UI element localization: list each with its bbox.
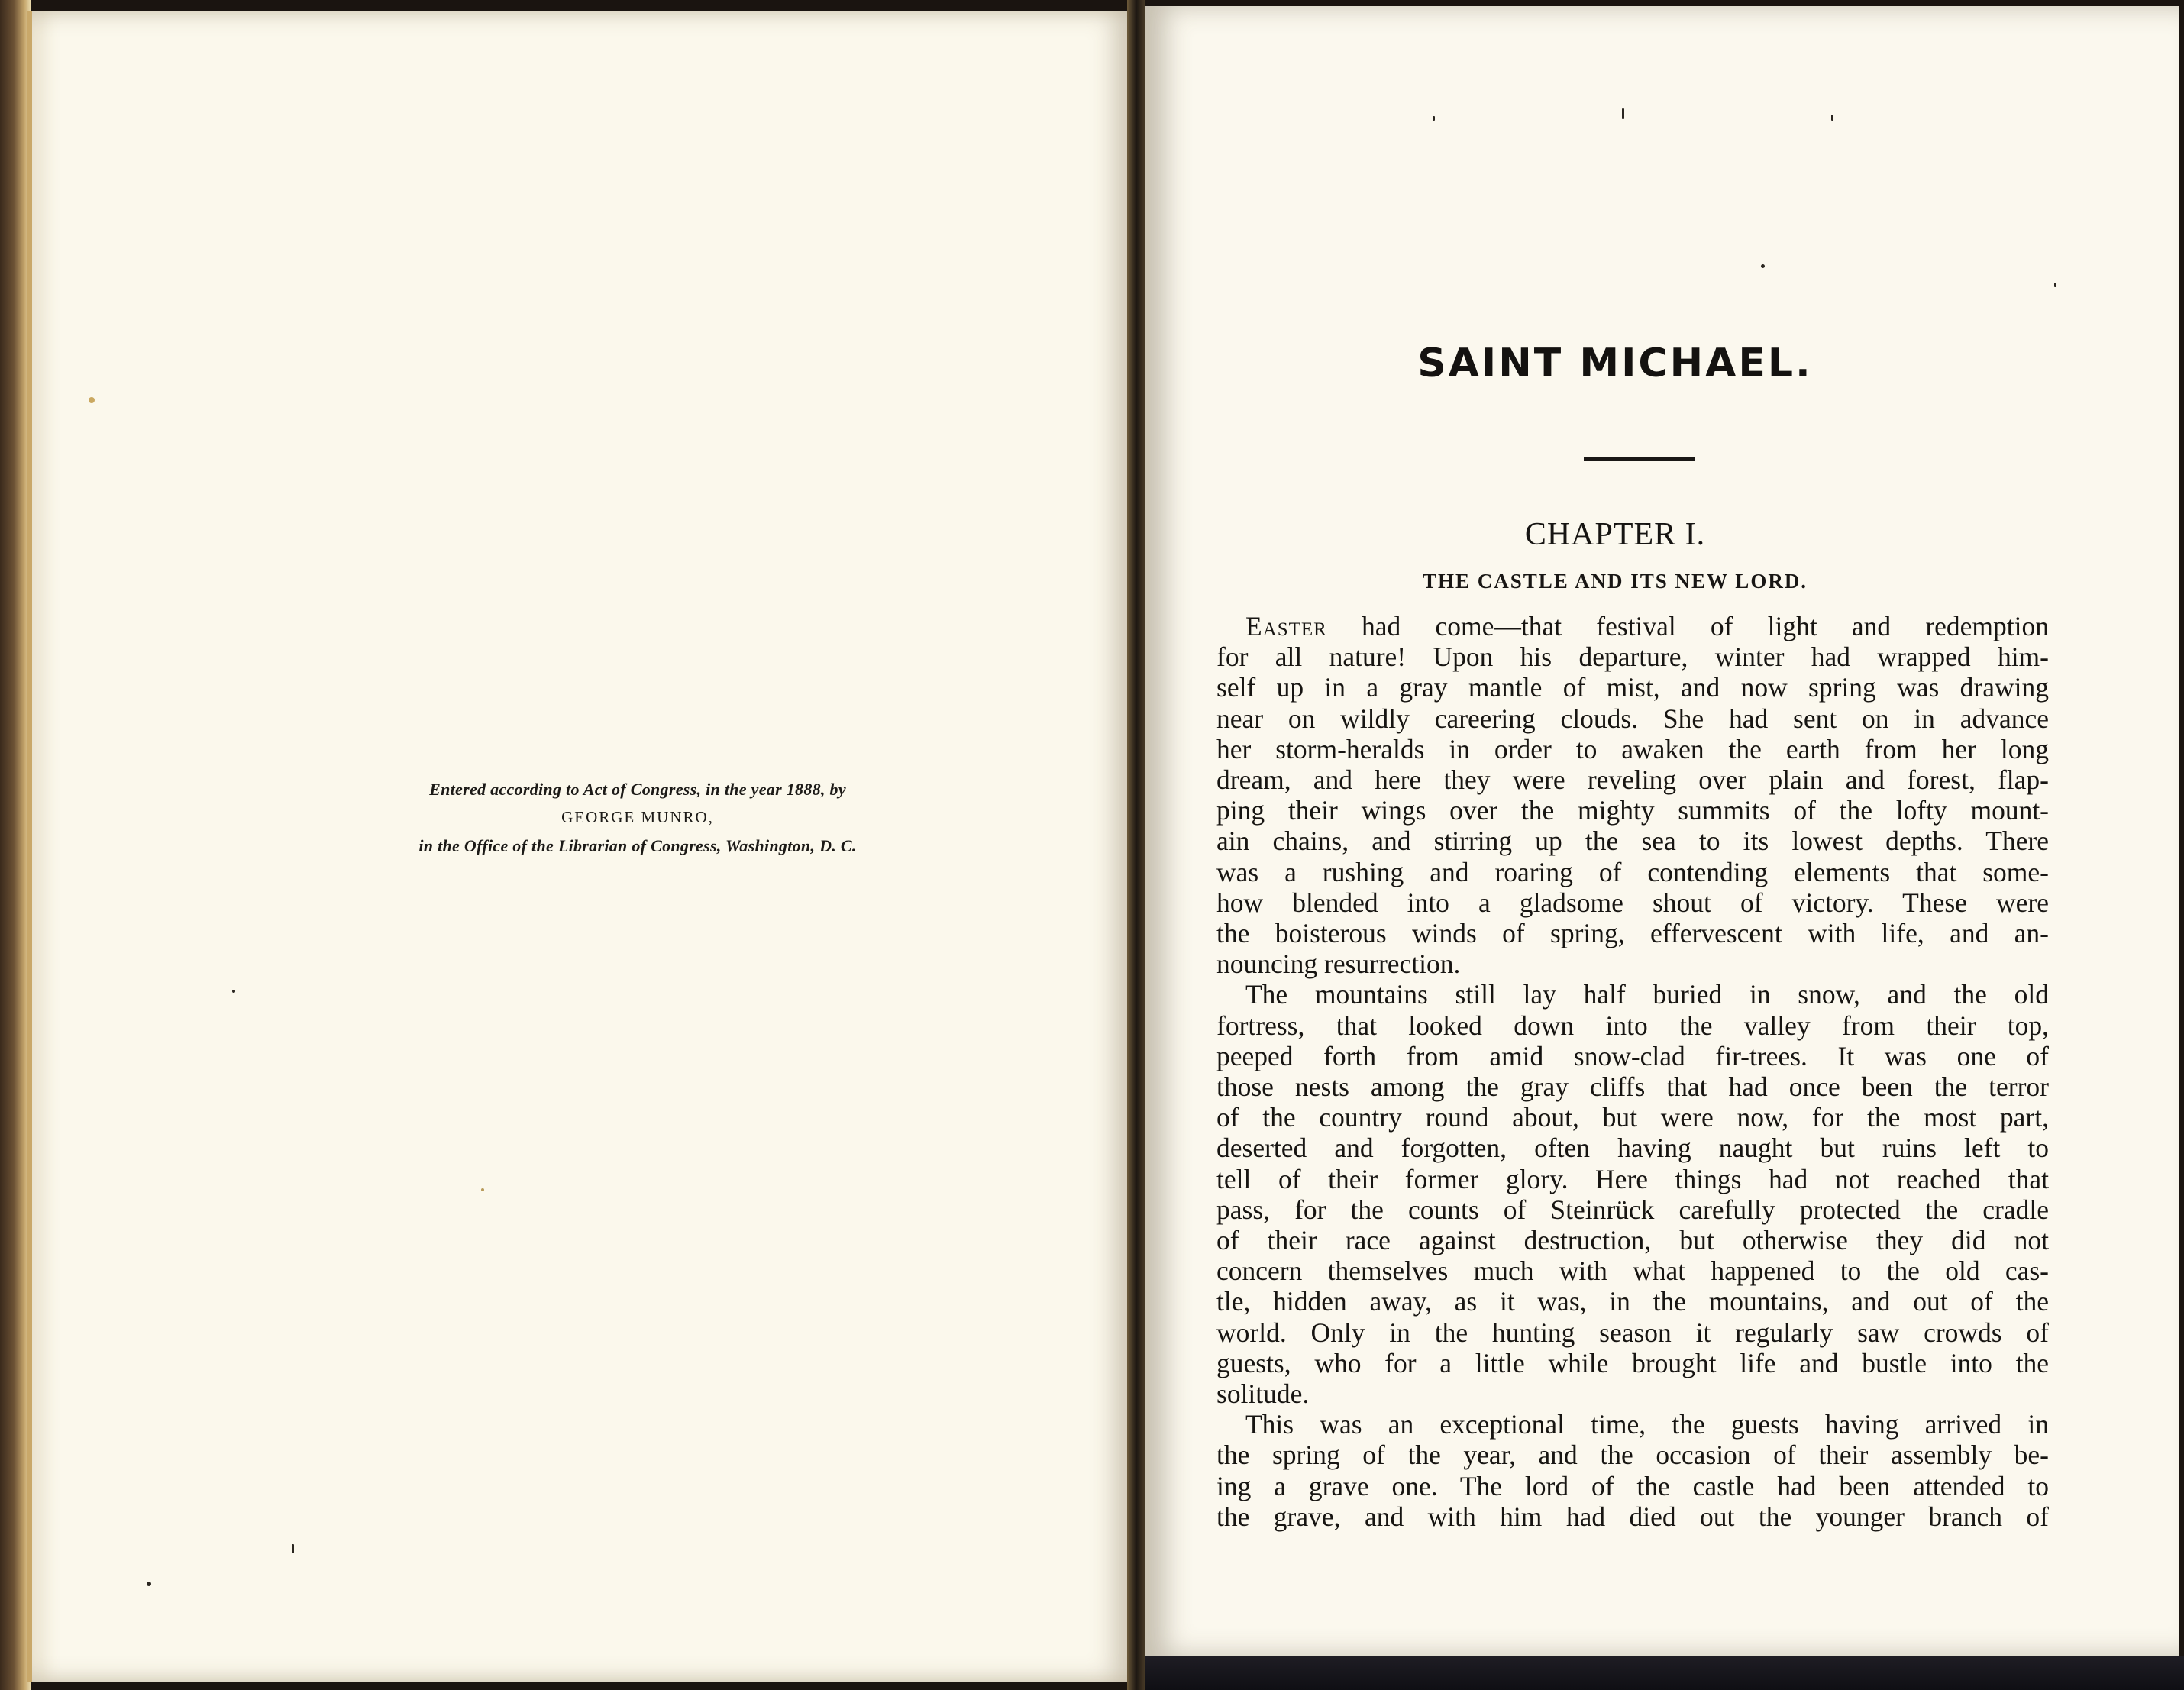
chapter-subtitle: THE CASTLE AND ITS NEW LORD. (1422, 570, 1808, 593)
speck (1761, 264, 1765, 268)
text-line (1216, 611, 2049, 641)
text-line: ing a grave one. The lord of the castle had been attended to (1216, 1470, 2049, 1501)
chapter-body-text (1216, 611, 2049, 1532)
text-line: how blended into a gladsome shout of victory. These were (1216, 887, 2049, 918)
text-line: peeped forth from amid snow-clad fir-trees. It was one of (1216, 1040, 2049, 1071)
text-line: dream, and here they were reveling over plain and forest, flap- (1216, 764, 2049, 796)
text-line: tle, hidden away, as it was, in the mountains, and out of the (1216, 1286, 2049, 1317)
speck (2054, 283, 2056, 287)
text-line: This was an exceptional time, the guests having arrived in (1245, 1409, 2049, 1440)
text-line: for all nature! Upon his departure, winter had wrapped him- (1216, 641, 2049, 673)
copyright-line-1: Entered according to Act of Congress, in the year 1888, by (429, 780, 846, 799)
text-line: fortress, that looked down into the valley from their top, (1216, 1010, 2049, 1041)
text-line: tell of their former glory. Here things had not reached that (1216, 1163, 2049, 1194)
text-line: concern themselves much with what happened to the old cas- (1216, 1255, 2049, 1287)
text-line: solitude. (1216, 1378, 1310, 1410)
text-line: self up in a gray mantle of mist, and now spring was drawing (1216, 672, 2049, 703)
text-line: near on wildly careering clouds. She had sent on in advance (1216, 703, 2049, 734)
speck (232, 990, 235, 993)
text-line: the boisterous winds of spring, effervescent with life, and an- (1216, 918, 2049, 949)
text-line: ping their wings over the mighty summits of the lofty mount- (1216, 795, 2049, 826)
speck (147, 1582, 151, 1586)
book-gutter (1127, 0, 1145, 1690)
speck (1433, 116, 1435, 121)
text-line: of their race against destruction, but otherwise they did not (1216, 1225, 2049, 1256)
copyright-line-2: GEORGE MUNRO, (561, 808, 714, 826)
book-title: SAINT MICHAEL. (1417, 341, 1813, 386)
text-line: deserted and forgotten, often having naught but ruins left to (1216, 1133, 2049, 1164)
text-line: of the country round about, but were now, for the most part, (1216, 1102, 2049, 1133)
text-line: the grave, and with him had died out the younger branch of (1216, 1501, 2049, 1532)
text-line: the spring of the year, and the occasion of their assembly be- (1216, 1440, 2049, 1471)
line-text: had come—that festival of light and redemption (1326, 611, 2049, 641)
text-line: guests, who for a little while brought life and bustle into the (1216, 1347, 2049, 1378)
text-line: ain chains, and stirring up the sea to its lowest depths. There (1216, 826, 2049, 857)
speck (481, 1188, 484, 1191)
speck (292, 1544, 294, 1553)
speck (1831, 115, 1833, 121)
text-line: those nests among the gray cliffs that had once been the terror (1216, 1071, 2049, 1103)
copyright-line-3: in the Office of the Librarian of Congress, Washington, D. C. (418, 836, 857, 855)
text-line: The mountains still lay half buried in snow, and the old (1245, 979, 2049, 1010)
speck (1622, 108, 1624, 119)
text-line: world. Only in the hunting season it regularly saw crowds of (1216, 1317, 2049, 1348)
speck (89, 397, 95, 403)
scan-bottom-edge (1145, 1656, 2184, 1690)
copyright-notice (336, 775, 939, 860)
drop-word: Easter (1245, 611, 1327, 641)
chapter-heading: CHAPTER I. (1524, 517, 1706, 552)
text-line: nouncing resurrection. (1216, 948, 1461, 980)
book-cover-edge (0, 0, 31, 1690)
text-line: was a rushing and roaring of contending elements that some- (1216, 856, 2049, 887)
text-line: pass, for the counts of Steinrück carefully protected the cradle (1216, 1194, 2049, 1225)
title-rule-divider (1584, 457, 1695, 461)
text-line: her storm-heralds in order to awaken the earth from her long (1216, 733, 2049, 764)
